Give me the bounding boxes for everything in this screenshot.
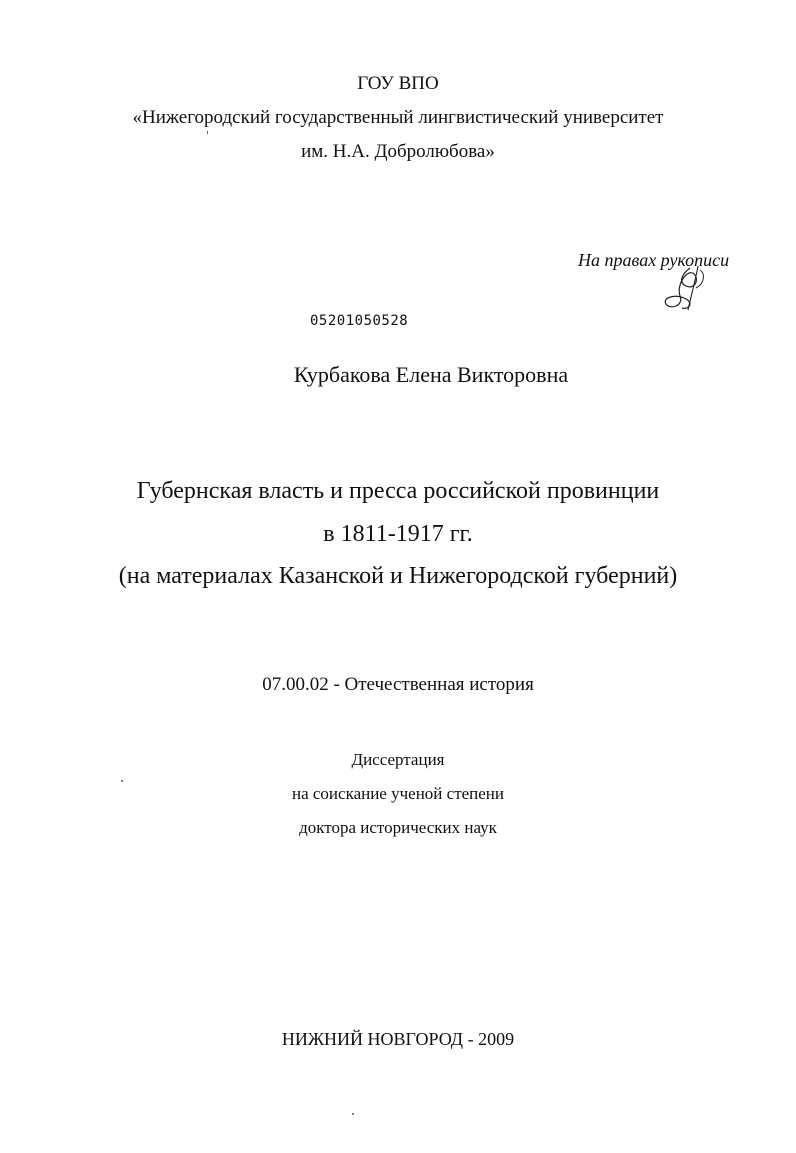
dissertation-title-line-2: в 1811-1917 гг. (323, 521, 473, 547)
city-year: НИЖНИЙ НОВГОРОД - 2009 (281, 1029, 515, 1049)
scan-speck (207, 131, 208, 134)
degree-line-2: доктора исторических наук (299, 818, 497, 837)
degree-line-1: на соискание ученой степени (291, 784, 505, 803)
catalog-number: 05201050528 (310, 313, 409, 329)
dissertation-title-line-1: Губернская власть и пресса российской провинции (136, 478, 660, 504)
scan-speck (352, 1113, 354, 1115)
scan-speck (121, 780, 123, 782)
handwritten-signature (660, 264, 720, 314)
organization-line-3: им. Н.А. Добролюбова» (301, 141, 495, 162)
document-type: Диссертация (351, 750, 445, 769)
organization-line-2: «Нижегородский государственный лингвистический университет (132, 107, 664, 128)
manuscript-rights-note: На правах рукописи (578, 250, 730, 270)
organization-line-1: ГОУ ВПО (357, 73, 439, 94)
specialty-code: 07.00.02 - Отечественная история (262, 674, 534, 695)
dissertation-title-line-3: (на материалах Казанской и Нижегородской губерний) (118, 563, 678, 589)
author-name: Курбакова Елена Викторовна (293, 362, 569, 387)
